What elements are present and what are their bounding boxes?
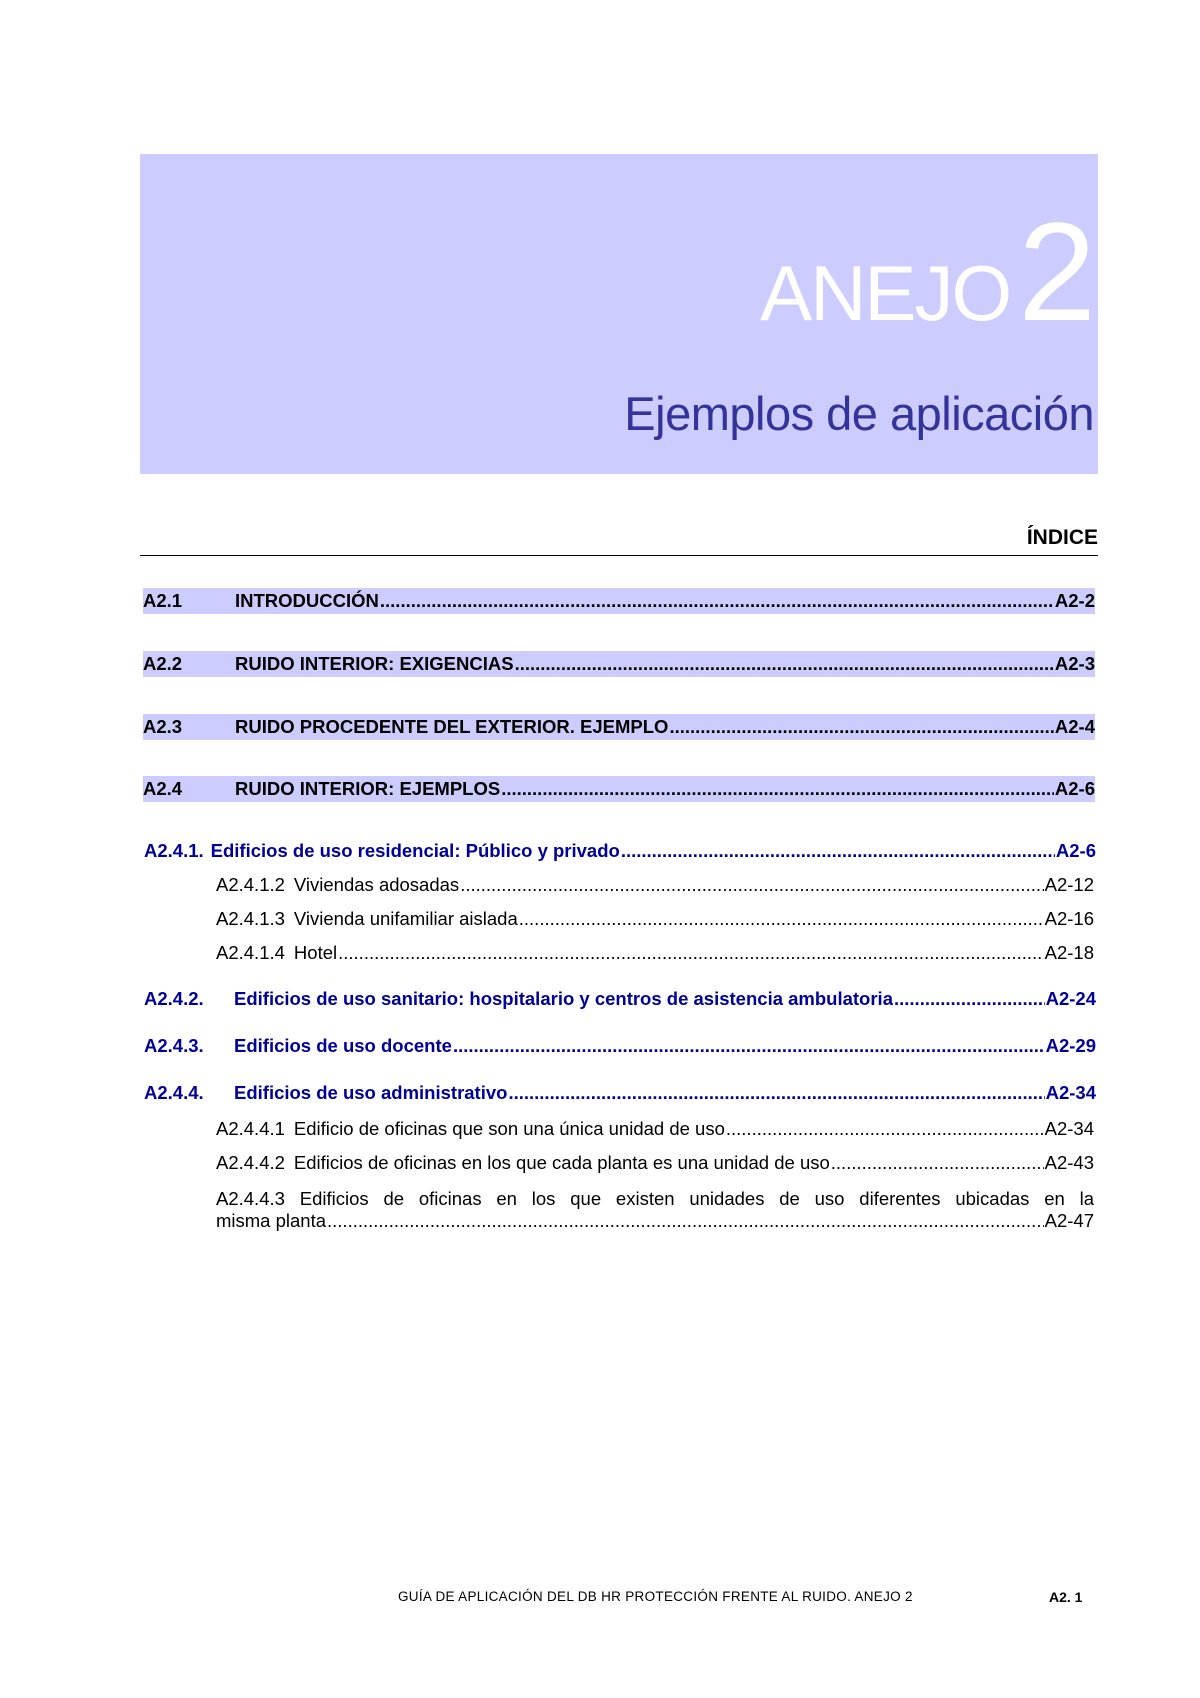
toc-entry-page: A2-3 [1054,653,1095,674]
footer-page-number: A2. 1 [1049,1589,1083,1605]
toc-entry-page: A2-6 [1054,778,1095,799]
toc-entry-title: RUIDO PROCEDENTE DEL EXTERIOR. EJEMPLO [235,716,669,737]
toc-leader-dots [338,942,1044,964]
toc-entry-title: Edificios de uso docente [234,1035,452,1056]
toc-entry-title: RUIDO INTERIOR: EJEMPLOS [235,778,501,799]
toc-entry-title: Edificio de oficinas que son una única unidad de uso [293,1118,725,1139]
toc-entry-title: Edificios de uso sanitario: hospitalario y centros de asistencia ambulatoria [234,988,893,1009]
toc-entry-page: A2-18 [1044,942,1094,963]
toc-leader-dots [726,1118,1044,1140]
toc-entry-number: A2.4.4. [144,1082,204,1103]
toc-entry-number: A2.4.4.1 [216,1118,285,1139]
toc-item-entry[interactable] [216,908,1094,930]
toc-leader-dots [327,1210,1044,1232]
toc-leader-dots [831,1152,1044,1174]
toc-entry-page: A2-2 [1054,590,1095,611]
toc-leader-dots [453,1035,1045,1057]
toc-leader-dots [669,716,1053,738]
toc-entry-title: RUIDO INTERIOR: EXIGENCIAS [235,653,514,674]
toc-leader-dots [894,988,1045,1010]
footer-document-title: GUÍA DE APLICACIÓN DEL DB HR PROTECCIÓN FRENTE AL RUIDO. ANEJO 2 [398,1589,913,1604]
toc-entry-page: A2-29 [1045,1035,1096,1056]
toc-leader-dots [508,1082,1044,1104]
toc-entry-page: A2-6 [1055,840,1096,861]
toc-entry-page: A2-4 [1054,716,1095,737]
toc-entry-number: A2.1 [143,590,183,611]
toc-leader-dots [460,874,1043,896]
toc-entry-title: Edificios de oficinas en los que existen unidades de uso diferentes ubicadas en la [299,1188,1095,1209]
toc-entry-number: A2.4 [143,778,183,799]
toc-main-entry[interactable] [143,588,1095,614]
toc-entry-title-line1 [216,1188,1094,1210]
toc-item-entry[interactable] [216,1118,1094,1140]
toc-entry-title-continued: misma planta [216,1210,327,1231]
toc-main-entry[interactable] [143,714,1095,740]
index-heading: ÍNDICE [1026,526,1098,549]
toc-entry-title: Hotel [293,942,338,963]
toc-entry-number: A2.4.4.3 [216,1188,285,1209]
toc-item-entry[interactable] [216,942,1094,964]
toc-entry-page: A2-47 [1044,1210,1094,1231]
toc-entry-page: A2-16 [1044,908,1094,929]
toc-entry-number: A2.4.1.3 [216,908,285,929]
toc-leader-dots [515,653,1054,675]
toc-entry-page: A2-34 [1044,1118,1094,1139]
toc-item-entry[interactable] [216,874,1094,896]
toc-entry-page: A2-43 [1044,1152,1094,1173]
toc-entry-number: A2.4.3. [144,1035,204,1056]
toc-entry-title-line2 [216,1210,1094,1232]
annex-title [760,193,1096,350]
toc-leader-dots [501,778,1054,800]
annex-banner [140,154,1098,474]
toc-entry-title: Viviendas adosadas [293,874,460,895]
toc-entry-page: A2-12 [1044,874,1094,895]
toc-leader-dots [380,590,1054,612]
toc-entry-page: A2-34 [1045,1082,1096,1103]
annex-subtitle: Ejemplos de aplicación [624,387,1094,440]
toc-entry-number: A2.4.1.4 [216,942,285,963]
toc-entry-number: A2.4.1.2 [216,874,285,895]
toc-entry-page: A2-24 [1045,988,1096,1009]
toc-subsection-entry[interactable] [144,840,1096,862]
index-divider [140,555,1098,556]
toc-subsection-entry[interactable] [144,988,1096,1010]
toc-subsection-entry[interactable] [144,1035,1096,1057]
toc-entry-number: A2.4.4.2 [216,1152,285,1173]
toc-entry-title: Edificios de uso administrativo [234,1082,508,1103]
toc-entry-title: INTRODUCCIÓN [235,590,379,611]
toc-entry-number: A2.3 [143,716,183,737]
toc-subsection-entry[interactable] [144,1082,1096,1104]
toc-entry-title: Vivienda unifamiliar aislada [293,908,518,929]
toc-item-entry-wrapped[interactable] [216,1188,1094,1232]
toc-main-entry[interactable] [143,651,1095,677]
toc-leader-dots [621,840,1055,862]
toc-entry-number: A2.4.1. [144,840,204,861]
toc-leader-dots [519,908,1044,930]
annex-title-word: ANEJO [760,249,1011,337]
toc-entry-title: Edificios de uso residencial: Público y privado [210,840,620,861]
toc-entry-title: Edificios de oficinas en los que cada planta es una unidad de uso [293,1152,830,1173]
toc-item-entry[interactable] [216,1152,1094,1174]
toc-entry-number: A2.2 [143,653,183,674]
toc-entry-number: A2.4.2. [144,988,204,1009]
toc-main-entry[interactable] [143,776,1095,802]
annex-title-number: 2 [1018,193,1096,350]
